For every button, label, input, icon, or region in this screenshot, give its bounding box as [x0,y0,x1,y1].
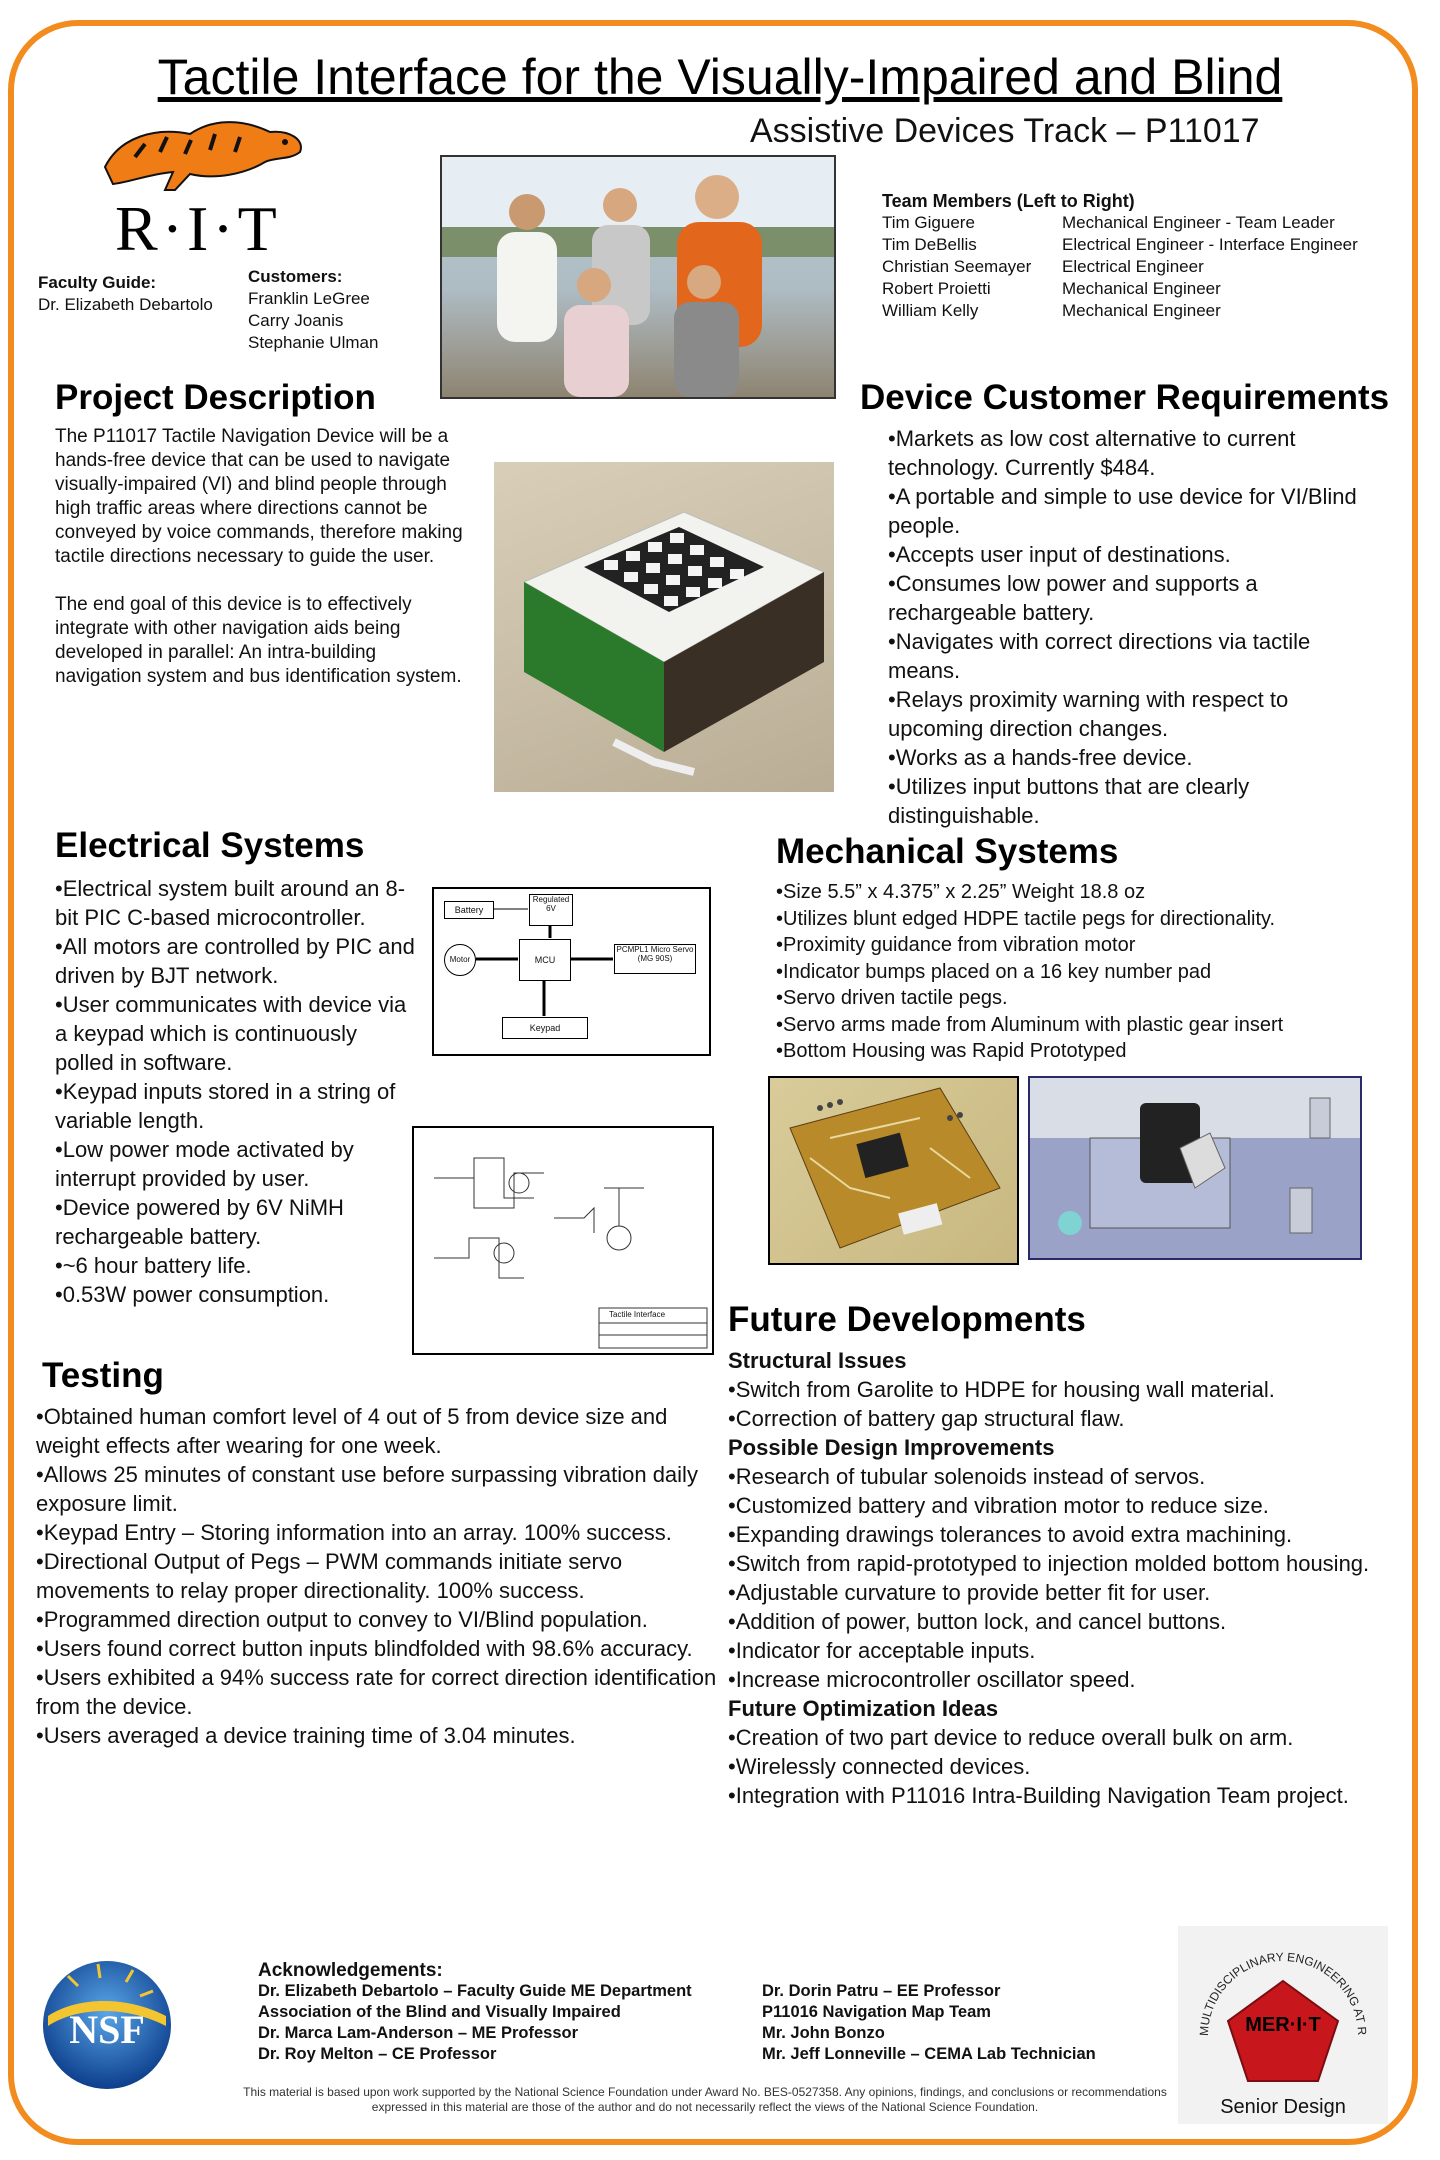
schematic-diagram [412,1126,714,1355]
servo-block: PCMPL1 Micro Servo (MG 90S) [614,944,696,974]
requirement-item: • Works as a hands-free device. [888,743,1378,772]
electrical-item: • All motors are controlled by PIC and driven by BJT network. [55,932,415,990]
schematic-title: Tactile Interface [609,1310,666,1319]
electrical-item: • Keypad inputs stored in a string of variable length. [55,1077,415,1135]
nsf-disclaimer: This material is based upon work supported by the National Science Foundation under Award No. BES-0527358. Any opinions, findings, and conclusions or recommendations expressed in this material are those of the author and do not necessarily reflect the views of the National Science Foundation. [243,2085,1167,2114]
keypad-block: Keypad [502,1017,588,1039]
member-name: Christian Seemayer [882,257,1032,276]
nsf-logo [38,1956,176,2094]
future-item: • Creation of two part device to reduce overall bulk on arm. [728,1723,1378,1752]
mcu-block: MCU [519,939,571,981]
poster-title: Tactile Interface for the Visually-Impaired and Blind [157,49,1283,105]
optimization-list [728,1723,1378,1810]
member-role: Electrical Engineer [1062,257,1204,276]
future-item: • Increase microcontroller oscillator speed. [728,1665,1378,1694]
ack-heading: Acknowledgements: [258,1960,443,1981]
mechanical-item: • Servo driven tactile pegs. [776,985,1396,1012]
team-photo [440,155,836,399]
future-item: • Switch from Garolite to HDPE for housing wall material. [728,1375,1378,1404]
ack-item: Mr. John Bonzo [762,2024,885,2042]
requirements-heading: Device Customer Requirements [860,378,1390,417]
testing-item: • Users exhibited a 94% success rate for correct direction identification from the device. [36,1663,726,1721]
circuit-icon [414,1128,712,1353]
requirement-item: • Utilizes input buttons that are clearly distinguishable. [888,772,1378,830]
project-description [55,425,465,689]
mechanical-item: • Indicator bumps placed on a 16 key number pad [776,959,1396,986]
cad-render [1028,1076,1362,1260]
tiger-icon [95,112,315,192]
acknowledgements-right [762,1981,1182,2065]
merit-text: MER·I·T [1245,2014,1321,2036]
requirement-item: • Relays proximity warning with respect to upcoming direction changes. [888,685,1378,743]
acknowledgements [258,1960,758,2065]
ack-item: Mr. Jeff Lonneville – CEMA Lab Technician [762,2045,1096,2063]
electrical-item: • Device powered by 6V NiMH rechargeable battery. [55,1193,415,1251]
team-member-row [882,278,1402,300]
rit-logo [95,112,315,262]
description-paragraph: The P11017 Tactile Navigation Device will be a hands-free device that can be used to navigate visually-impaired (VI) and blind people through high traffic areas where directions cannot be conveyed by voice commands, therefore making tactile directions necessary to guide the user. [55,426,463,567]
mechanical-list [776,879,1396,1065]
future-item: • Research of tubular solenoids instead of servos. [728,1462,1378,1491]
mechanical-item: • Utilizes blunt edged HDPE tactile pegs for directionality. [776,906,1396,933]
future-item: • Switch from rapid-prototyped to injection molded bottom housing. [728,1549,1378,1578]
ack-item: P11016 Navigation Map Team [762,2003,991,2021]
ack-item: Association of the Blind and Visually Impaired [258,2003,621,2021]
member-role: Electrical Engineer - Interface Engineer [1062,235,1358,254]
testing-heading: Testing [42,1356,164,1395]
testing-item: • Directional Output of Pegs – PWM commands initiate servo movements to relay proper directionality. 100% success. [36,1547,726,1605]
motor-block: Motor [444,944,476,976]
member-name: Robert Proietti [882,279,991,298]
customers-label: Customers: [248,267,343,286]
ack-item: Dr. Elizabeth Debartolo – Faculty Guide ME Department [258,1982,692,2000]
rit-wordmark: R·I·T [115,193,281,264]
customer-name: Carry Joanis [248,311,344,330]
description-paragraph: The end goal of this device is to effectively integrate with other navigation aids being developed in parallel: An intra-building navigation system and bus identification system. [55,594,462,687]
battery-block: Battery [444,901,494,919]
team-heading: Team Members (Left to Right) [882,191,1135,211]
electrical-item: • 0.53W power consumption. [55,1280,415,1309]
senior-design-text: Senior Design [1220,2096,1346,2118]
structural-list [728,1375,1378,1433]
member-name: Tim DeBellis [882,235,977,254]
faculty-name: Dr. Elizabeth Debartolo [38,295,213,314]
requirement-item: • Accepts user input of destinations. [888,540,1378,569]
requirement-item: • Markets as low cost alternative to current technology. Currently $484. [888,424,1378,482]
design-heading: Possible Design Improvements [728,1435,1055,1460]
future-item: • Correction of battery gap structural flaw. [728,1404,1378,1433]
customers [248,266,378,354]
testing-item: • Users averaged a device training time of 3.04 minutes. [36,1721,726,1750]
requirement-item: • Consumes low power and supports a rechargeable battery. [888,569,1378,627]
mechanical-item: • Servo arms made from Aluminum with plastic gear insert [776,1012,1396,1039]
testing-item: • Keypad Entry – Storing information into an array. 100% success. [36,1518,726,1547]
block-diagram [432,887,711,1056]
faculty-guide [38,272,213,316]
future-item: • Customized battery and vibration motor to reduce size. [728,1491,1378,1520]
team-member-row [882,212,1402,234]
merit-arc-text: MULTIDISCIPLINARY ENGINEERING AT R [1196,1949,1370,2037]
testing-item: • Users found correct button inputs blindfolded with 98.6% accuracy. [36,1634,726,1663]
electrical-list [55,874,415,1309]
regulator-block: Regulated 6V [529,894,573,926]
faculty-label: Faculty Guide: [38,273,157,292]
electrical-item: • User communicates with device via a keypad which is continuously polled in software. [55,990,415,1077]
merit-logo [1178,1926,1388,2124]
future-heading: Future Developments [728,1300,1086,1339]
nsf-text: NSF [69,2007,145,2052]
future-item: • Wirelessly connected devices. [728,1752,1378,1781]
mechanical-item: • Bottom Housing was Rapid Prototyped [776,1038,1396,1065]
poster-subtitle: Assistive Devices Track – P11017 [750,112,1260,150]
future-item: • Addition of power, button lock, and cancel buttons. [728,1607,1378,1636]
testing-item: • Allows 25 minutes of constant use before surpassing vibration daily exposure limit. [36,1460,726,1518]
project-description-heading: Project Description [55,378,376,417]
requirement-item: • A portable and simple to use device for VI/Blind people. [888,482,1378,540]
electrical-item: • Electrical system built around an 8-bit PIC C-based microcontroller. [55,874,415,932]
future-section [728,1346,1378,1810]
device-photo [494,462,834,792]
member-name: Tim Giguere [882,213,975,232]
testing-item: • Programmed direction output to convey to VI/Blind population. [36,1605,726,1634]
future-item: • Adjustable curvature to provide better fit for user. [728,1578,1378,1607]
team-member-row [882,234,1402,256]
diagram-arrows [434,889,709,1054]
optimization-heading: Future Optimization Ideas [728,1696,999,1721]
testing-list [36,1402,726,1750]
customer-name: Stephanie Ulman [248,333,379,352]
requirements-list [888,424,1378,830]
electrical-heading: Electrical Systems [55,826,365,865]
mechanical-item: • Size 5.5” x 4.375” x 2.25” Weight 18.8 oz [776,879,1396,906]
team-member-row [882,300,1402,322]
mechanical-item: • Proximity guidance from vibration motor [776,932,1396,959]
electrical-item: • Low power mode activated by interrupt provided by user. [55,1135,415,1193]
structural-heading: Structural Issues [728,1348,907,1373]
requirement-item: • Navigates with correct directions via tactile means. [888,627,1378,685]
ack-item: Dr. Roy Melton – CE Professor [258,2045,497,2063]
testing-item: • Obtained human comfort level of 4 out of 5 from device size and weight effects after wearing for one week. [36,1402,726,1460]
ack-item: Dr. Marca Lam-Anderson – ME Professor [258,2024,579,2042]
ack-item: Dr. Dorin Patru – EE Professor [762,1982,1001,2000]
team-members [882,190,1402,322]
design-list [728,1462,1378,1694]
mechanical-heading: Mechanical Systems [776,832,1119,871]
future-item: • Integration with P11016 Intra-Building Navigation Team project. [728,1781,1378,1810]
team-member-row [882,256,1402,278]
pcb-photo [768,1076,1019,1265]
customer-name: Franklin LeGree [248,289,370,308]
member-role: Mechanical Engineer [1062,279,1221,298]
electrical-item: • ~6 hour battery life. [55,1251,415,1280]
future-item: • Expanding drawings tolerances to avoid extra machining. [728,1520,1378,1549]
future-item: • Indicator for acceptable inputs. [728,1636,1378,1665]
member-name: William Kelly [882,301,979,320]
member-role: Mechanical Engineer - Team Leader [1062,213,1335,232]
member-role: Mechanical Engineer [1062,301,1221,320]
